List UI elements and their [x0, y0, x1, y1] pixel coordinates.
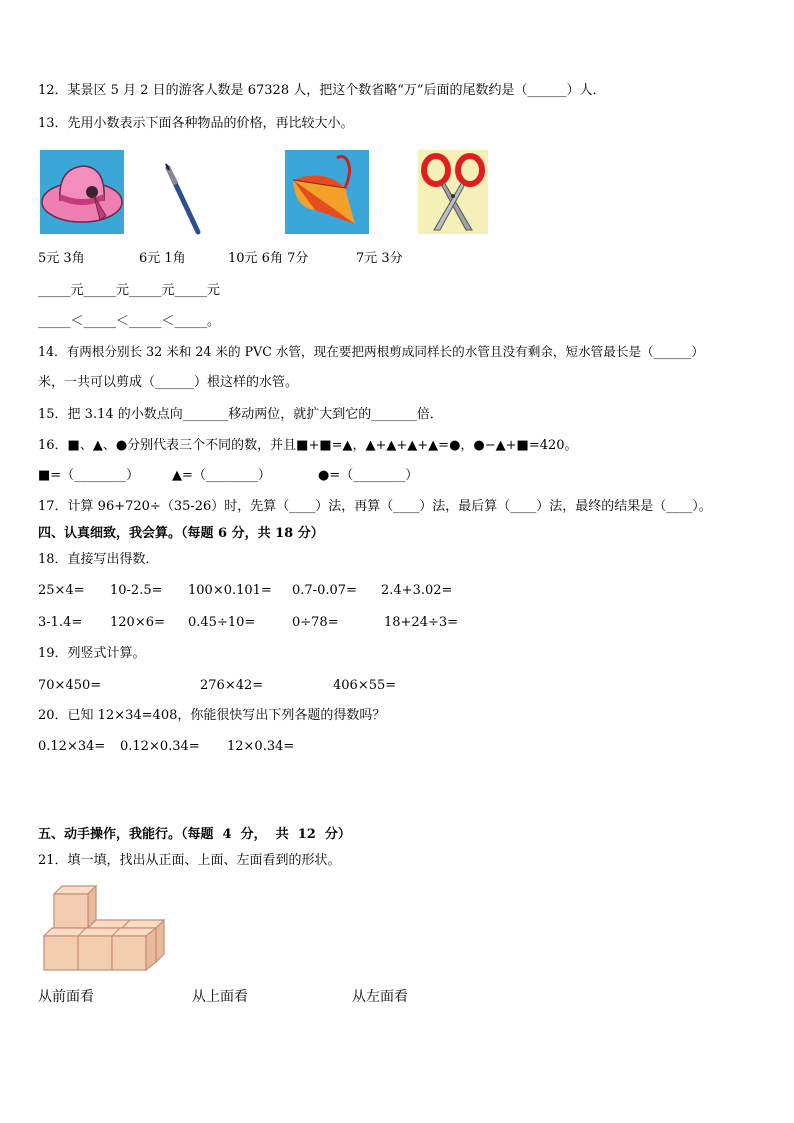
- vertical-calc-item: 276×42=: [200, 678, 264, 693]
- q20-text: 20．已知 12×34=408，你能很快写出下列各题的得数吗？: [38, 708, 386, 723]
- q19-text: 19．列竖式计算。: [38, 646, 146, 661]
- q14-line2: 米，一共可以剪成（______）根这样的水管。: [38, 375, 299, 390]
- view-front-label: 从前面看: [38, 989, 94, 1005]
- q13-blank-line: _____元_____元_____元_____元: [38, 283, 221, 298]
- calc-item: 0÷78=: [292, 615, 339, 630]
- q16-answer-square: ■=（________）: [38, 468, 140, 483]
- q18-text: 18．直接写出得数．: [38, 552, 159, 567]
- q13-text: 13．先用小数表示下面各种物品的价格，再比较大小。: [38, 116, 354, 131]
- calc-item: 12×0.34=: [227, 739, 295, 754]
- cube-figure: [42, 880, 170, 976]
- price-hat: 5元 3角: [38, 251, 85, 266]
- section4-title: 四、认真细致，我会算。（每题 6 分，共 18 分）: [38, 526, 324, 541]
- view-left-label: 从左面看: [352, 989, 408, 1005]
- umbrella-image: [285, 150, 369, 234]
- vertical-calc-item: 70×450=: [38, 678, 102, 693]
- view-top-label: 从上面看: [192, 989, 248, 1005]
- q16-answer-circle: ●=（________）: [318, 468, 419, 483]
- calc-item: 25×4=: [38, 583, 85, 598]
- scissors-image: [418, 150, 488, 234]
- q13-compare-line: _____＜_____＜_____＜_____。: [38, 314, 221, 329]
- vertical-calc-item: 406×55=: [333, 678, 397, 693]
- q12-text: 12．某景区 5 月 2 日的游客人数是 67328 人，把这个数省略“万”后面的尾数约是（______）人．: [38, 83, 606, 98]
- q14-line1: 14．有两根分别长 32 米和 24 米的 PVC 水管，现在要把两根剪成同样长的水管且没有剩余，短水管最长是（______）: [38, 344, 705, 359]
- pen-image: [160, 162, 208, 238]
- q17-text: 17．计算 96+720÷（35-26）时，先算（____）法，再算（____）法，最后算（____）法，最终的结果是（____）。: [38, 499, 712, 514]
- calc-item: 0.12×0.34=: [120, 739, 200, 754]
- calc-item: 120×6=: [110, 615, 165, 630]
- price-scissors: 7元 3分: [356, 251, 403, 266]
- calc-item: 0.7-0.07=: [292, 583, 357, 598]
- hat-image: [40, 150, 124, 234]
- section5-title: 五、动手操作，我能行。（每题 4 分， 共 12 分）: [38, 827, 351, 842]
- q16-answer-triangle: ▲=（________）: [172, 468, 271, 483]
- q21-text: 21．填一填，找出从正面、上面、左面看到的形状。: [38, 853, 341, 868]
- price-pen: 6元 1角: [139, 251, 186, 266]
- calc-item: 10-2.5=: [110, 583, 163, 598]
- price-umbrella: 10元 6角 7分: [228, 251, 309, 266]
- q16-text: 16．■、▲、●分别代表三个不同的数，并且■+■=▲，▲+▲+▲+▲=●，●−▲+■=420。: [38, 438, 578, 453]
- calc-item: 0.12×34=: [38, 739, 106, 754]
- calc-item: 18+24÷3=: [384, 615, 459, 630]
- calc-item: 3-1.4=: [38, 615, 83, 630]
- calc-item: 100×0.101=: [188, 583, 272, 598]
- calc-item: 2.4+3.02=: [381, 583, 453, 598]
- calc-item: 0.45÷10=: [188, 615, 256, 630]
- q15-text: 15．把 3.14 的小数点向_______移动两位，就扩大到它的_______倍．: [38, 407, 443, 422]
